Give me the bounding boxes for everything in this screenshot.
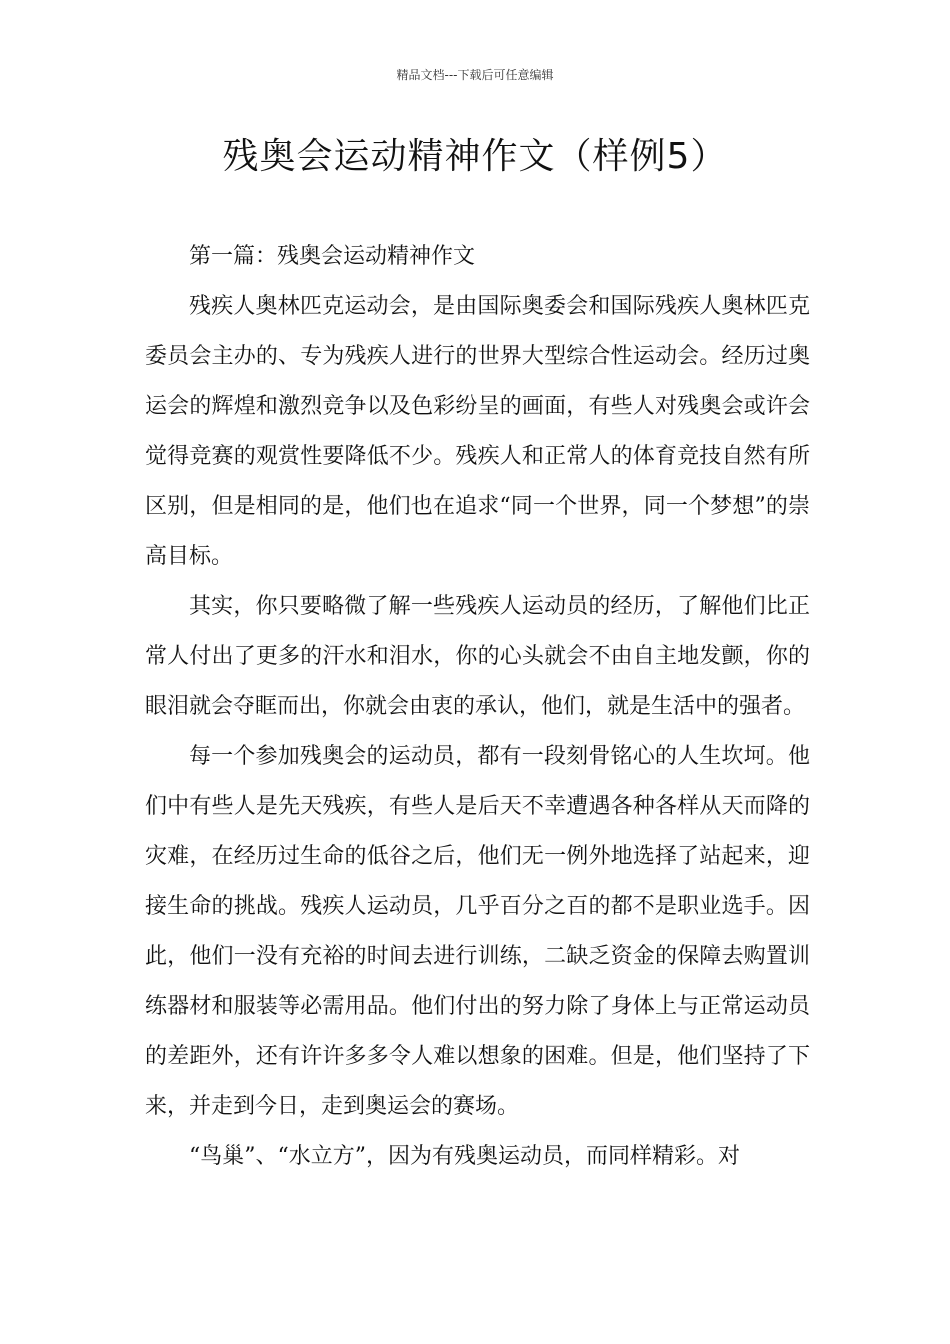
paragraph: “鸟巢”、“水立方”，因为有残奥运动员，而同样精彩。对: [189, 1144, 740, 1169]
paragraph: 残疾人奥林匹克运动会，是由国际奥委会和国际残疾人奥林匹克委员会主办的、专为残疾人进行的世界大型综合性运动会。经历过奥运会的辉煌和激烈竞争以及色彩纷呈的画面，有些人对残奥会或许会觉得竞赛的观赏性要降低不少。残疾人和正常人的体育竞技自然有所区别，但是相同的是，他们也在追求“同一个世界，同一个梦想”的崇高目标。: [145, 294, 810, 569]
document-title: 残奥会运动精神作文（样例5）: [222, 136, 728, 177]
page-header-note: 精品文档---下载后可任意编辑: [396, 68, 554, 82]
section-heading: 第一篇：残奥会运动精神作文: [189, 244, 476, 269]
paragraph: 其实，你只要略微了解一些残疾人运动员的经历，了解他们比正常人付出了更多的汗水和泪水，你的心头就会不由自主地发颤，你的眼泪就会夺眶而出，你就会由衷的承认，他们，就是生活中的强者。: [145, 594, 810, 719]
document-body: [145, 232, 810, 1182]
paragraph: 每一个参加残奥会的运动员，都有一段刻骨铭心的人生坎坷。他们中有些人是先天残疾，有些人是后天不幸遭遇各种各样从天而降的灾难，在经历过生命的低谷之后，他们无一例外地选择了站起来，迎接生命的挑战。残疾人运动员，几乎百分之百的都不是职业选手。因此，他们一没有充裕的时间去进行训练，二缺乏资金的保障去购置训练器材和服装等必需用品。他们付出的努力除了身体上与正常运动员的差距外，还有许许多多令人难以想象的困难。但是，他们坚持了下来，并走到今日，走到奥运会的赛场。: [145, 744, 810, 1119]
